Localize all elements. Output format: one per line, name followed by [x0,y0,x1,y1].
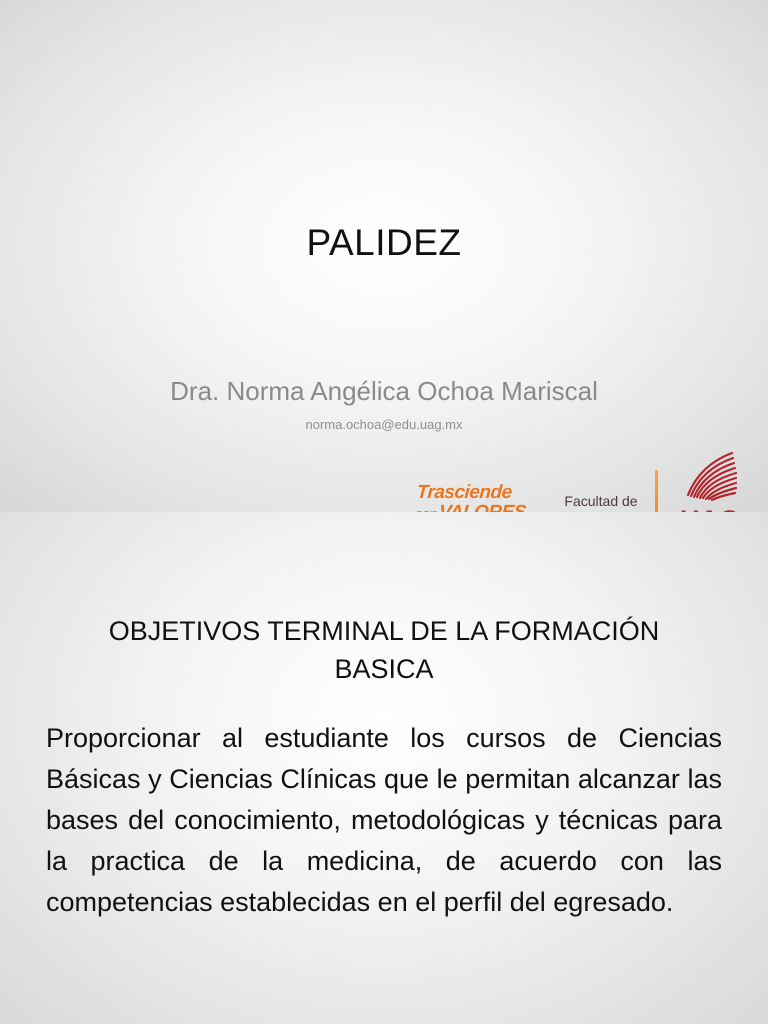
slide-title: PALIDEZ [306,222,462,263]
trasciende-text: Trasciende [415,482,513,503]
objectives-body: Proporcionar al estudiante los cursos de Ciencias Básicas y Ciencias Clínicas que le permitan alcanzar las bases del conocimiento, metodológicas y técnicas para la practica de la medicina, de acuerdo con las competencias establecidas en el perfil del egresado. [46,723,722,917]
author-email: norma.ochoa@edu.uag.mx [305,417,463,432]
objectives-heading [40,612,728,688]
facultad-line1: Facultad de [564,493,638,509]
heading-line2: BASICA [334,654,434,684]
objectives-slide [0,512,768,1024]
heading-line1: OBJETIVOS TERMINAL DE LA FORMACIÓN [108,616,660,646]
author-name: Dra. Norma Angélica Ochoa Mariscal [170,376,598,406]
